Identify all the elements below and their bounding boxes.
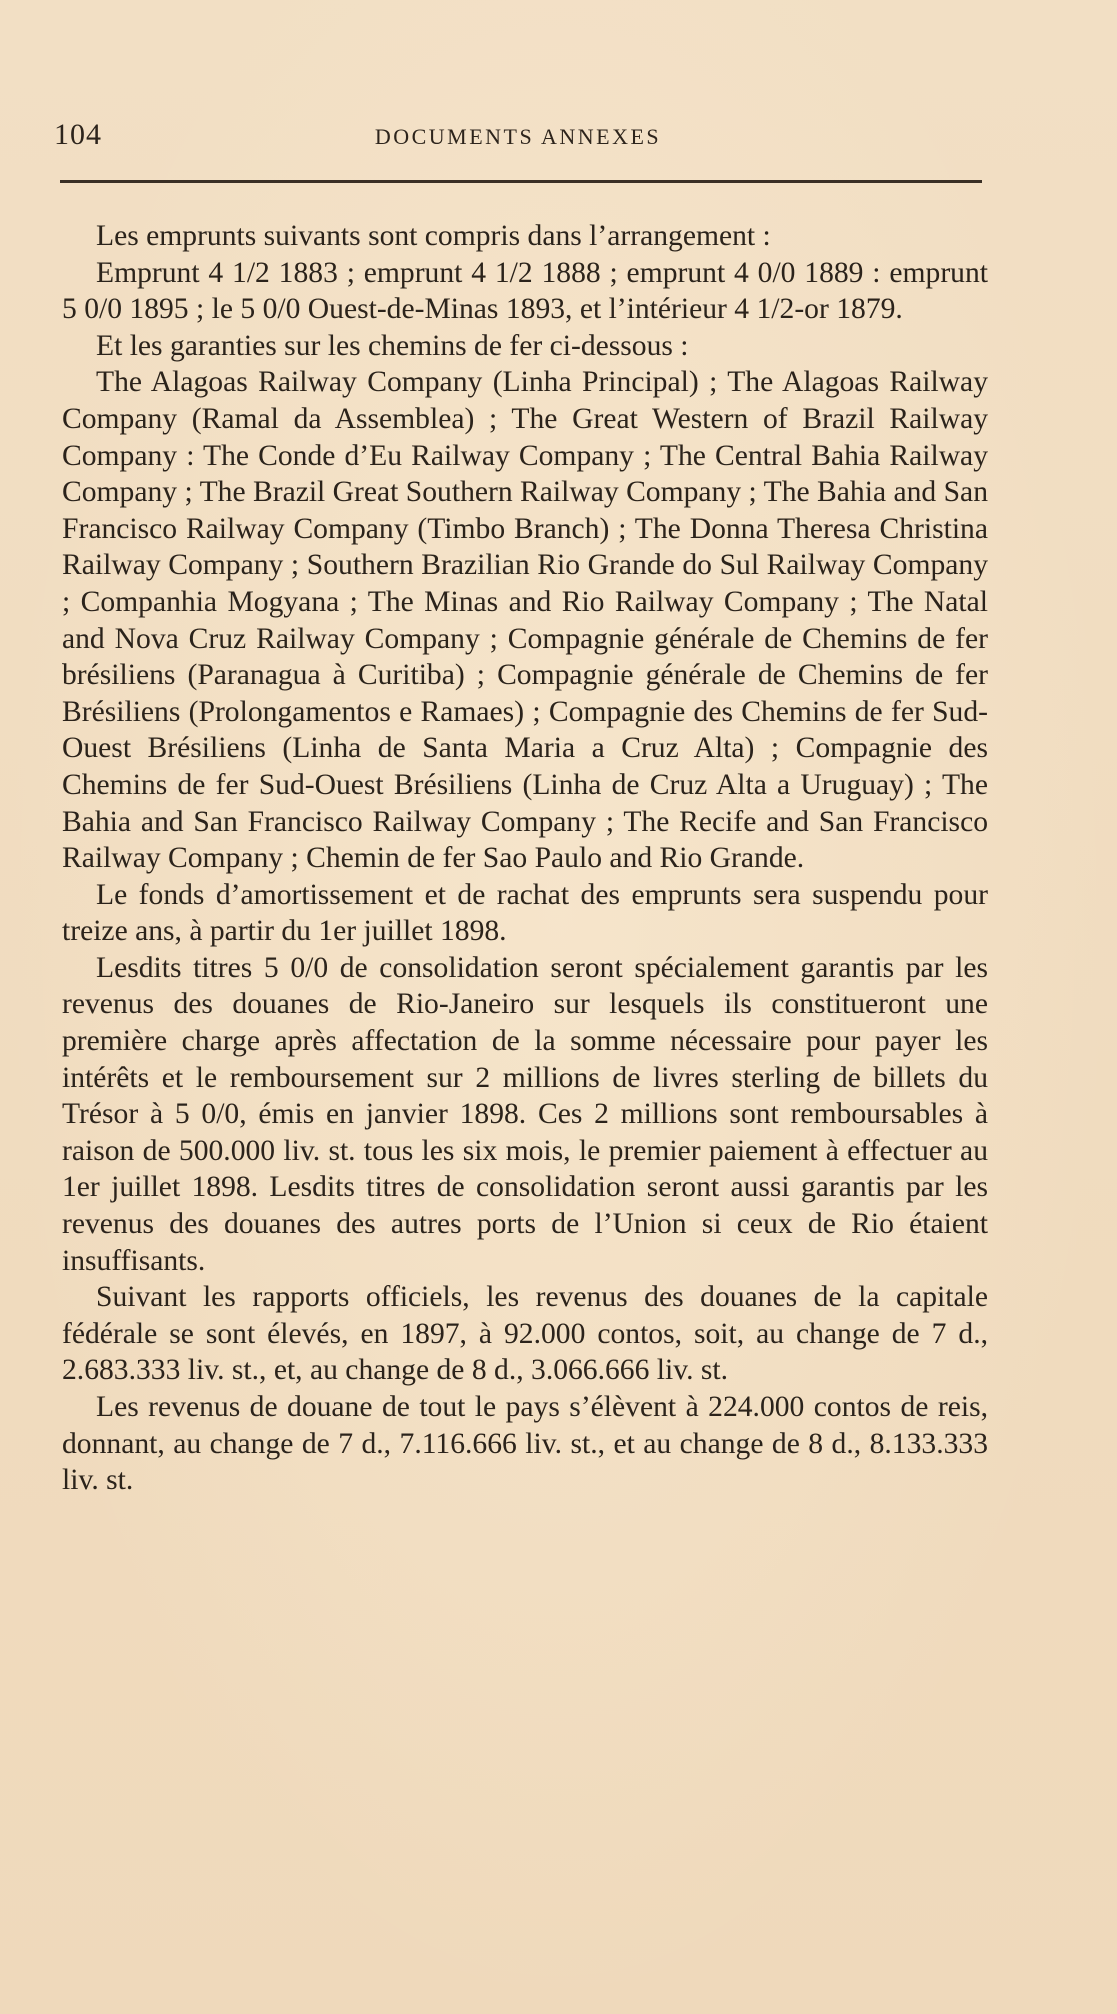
header-rule: [60, 180, 982, 183]
paragraph: Suivant les rapports officiels, les revenus des douanes de la capitale fédérale se sont élevés, en 1897, à 92.000 contos, soit, au change de 7 d., 2.683.333 liv. st., et, au change de 8 d., 3.066.666 liv. st.: [62, 1281, 988, 1387]
paragraph: Et les garanties sur les chemins de fer ci-dessous :: [96, 329, 689, 362]
paragraph: Lesdits titres 5 0/0 de consolidation seront spécialement garantis par les revenus des douanes de Rio-Janeiro sur lesquels ils constitueront une première charge après affectation de la somme nécessaire pour payer les intérêts et le remboursement sur 2 millions de livres sterling de billets du Trésor à 5 0/0, émis en janvier 1898. Ces 2 millions sont remboursables à raison de 500.000 liv. st. tous les six mois, le premier paiement à effectuer au 1er juillet 1898. Lesdits titres de consolidation seront aussi garantis par les revenus des douanes des autres ports de l’Union si ceux de Rio étaient insuffisants.: [62, 951, 988, 1277]
section-title: DOCUMENTS ANNEXES: [374, 124, 662, 149]
body-text: [62, 218, 988, 1499]
paragraph: Les emprunts suivants sont compris dans l’arrangement :: [96, 220, 771, 252]
running-head: [54, 118, 982, 168]
paragraph: Emprunt 4 1/2 1883 ; emprunt 4 1/2 1888 ; emprunt 4 0/0 1889 : emprunt 5 0/0 1895 ; le 5 0/0 Ouest-de-Minas 1893, et l’intérieur 4 1/2-or 1879.: [62, 256, 988, 326]
paragraph: Les revenus de douane de tout le pays s’élèvent à 224.000 contos de reis, donnant, au change de 7 d., 7.116.666 liv. st., et au change de 8 d., 8.133.333 liv. st.: [62, 1391, 988, 1497]
paragraph: The Alagoas Railway Company (Linha Principal) ; The Alagoas Railway Company (Ramal da Assemblea) ; The Great Western of Brazil Railway Company : The Conde d’Eu Railway Company ; The Central Bahia Railway Company ; The Brazil Great Southern Railway Company ; The Bahia and San Francisco Railway Company (Timbo Branch) ; The Donna Theresa Christina Railway Company ; Southern Brazilian Rio Grande do Sul Railway Company ; Companhia Mogyana ; The Minas and Rio Railway Company ; The Natal and Nova Cruz Railway Company ; Compagnie générale de Chemins de fer brésiliens (Paranagua à Curitiba) ; Compagnie générale de Chemins de fer Brésiliens (Prolongamentos e Ramaes) ; Compagnie des Chemins de fer Sud-Ouest Brésiliens (Linha de Santa Maria a Cruz Alta) ; Compagnie des Chemins de fer Sud-Ouest Brésiliens (Linha de Cruz Alta a Uruguay) ; The Bahia and San Francisco Railway Company ; The Recife and San Francisco Railway Company ; Chemin de fer Sao Paulo and Rio Grande.: [62, 366, 988, 875]
paragraph: Le fonds d’amortissement et de rachat des emprunts sera suspendu pour treize ans, à partir du 1er juillet 1898.: [62, 878, 988, 948]
page-number: 104: [54, 118, 102, 151]
